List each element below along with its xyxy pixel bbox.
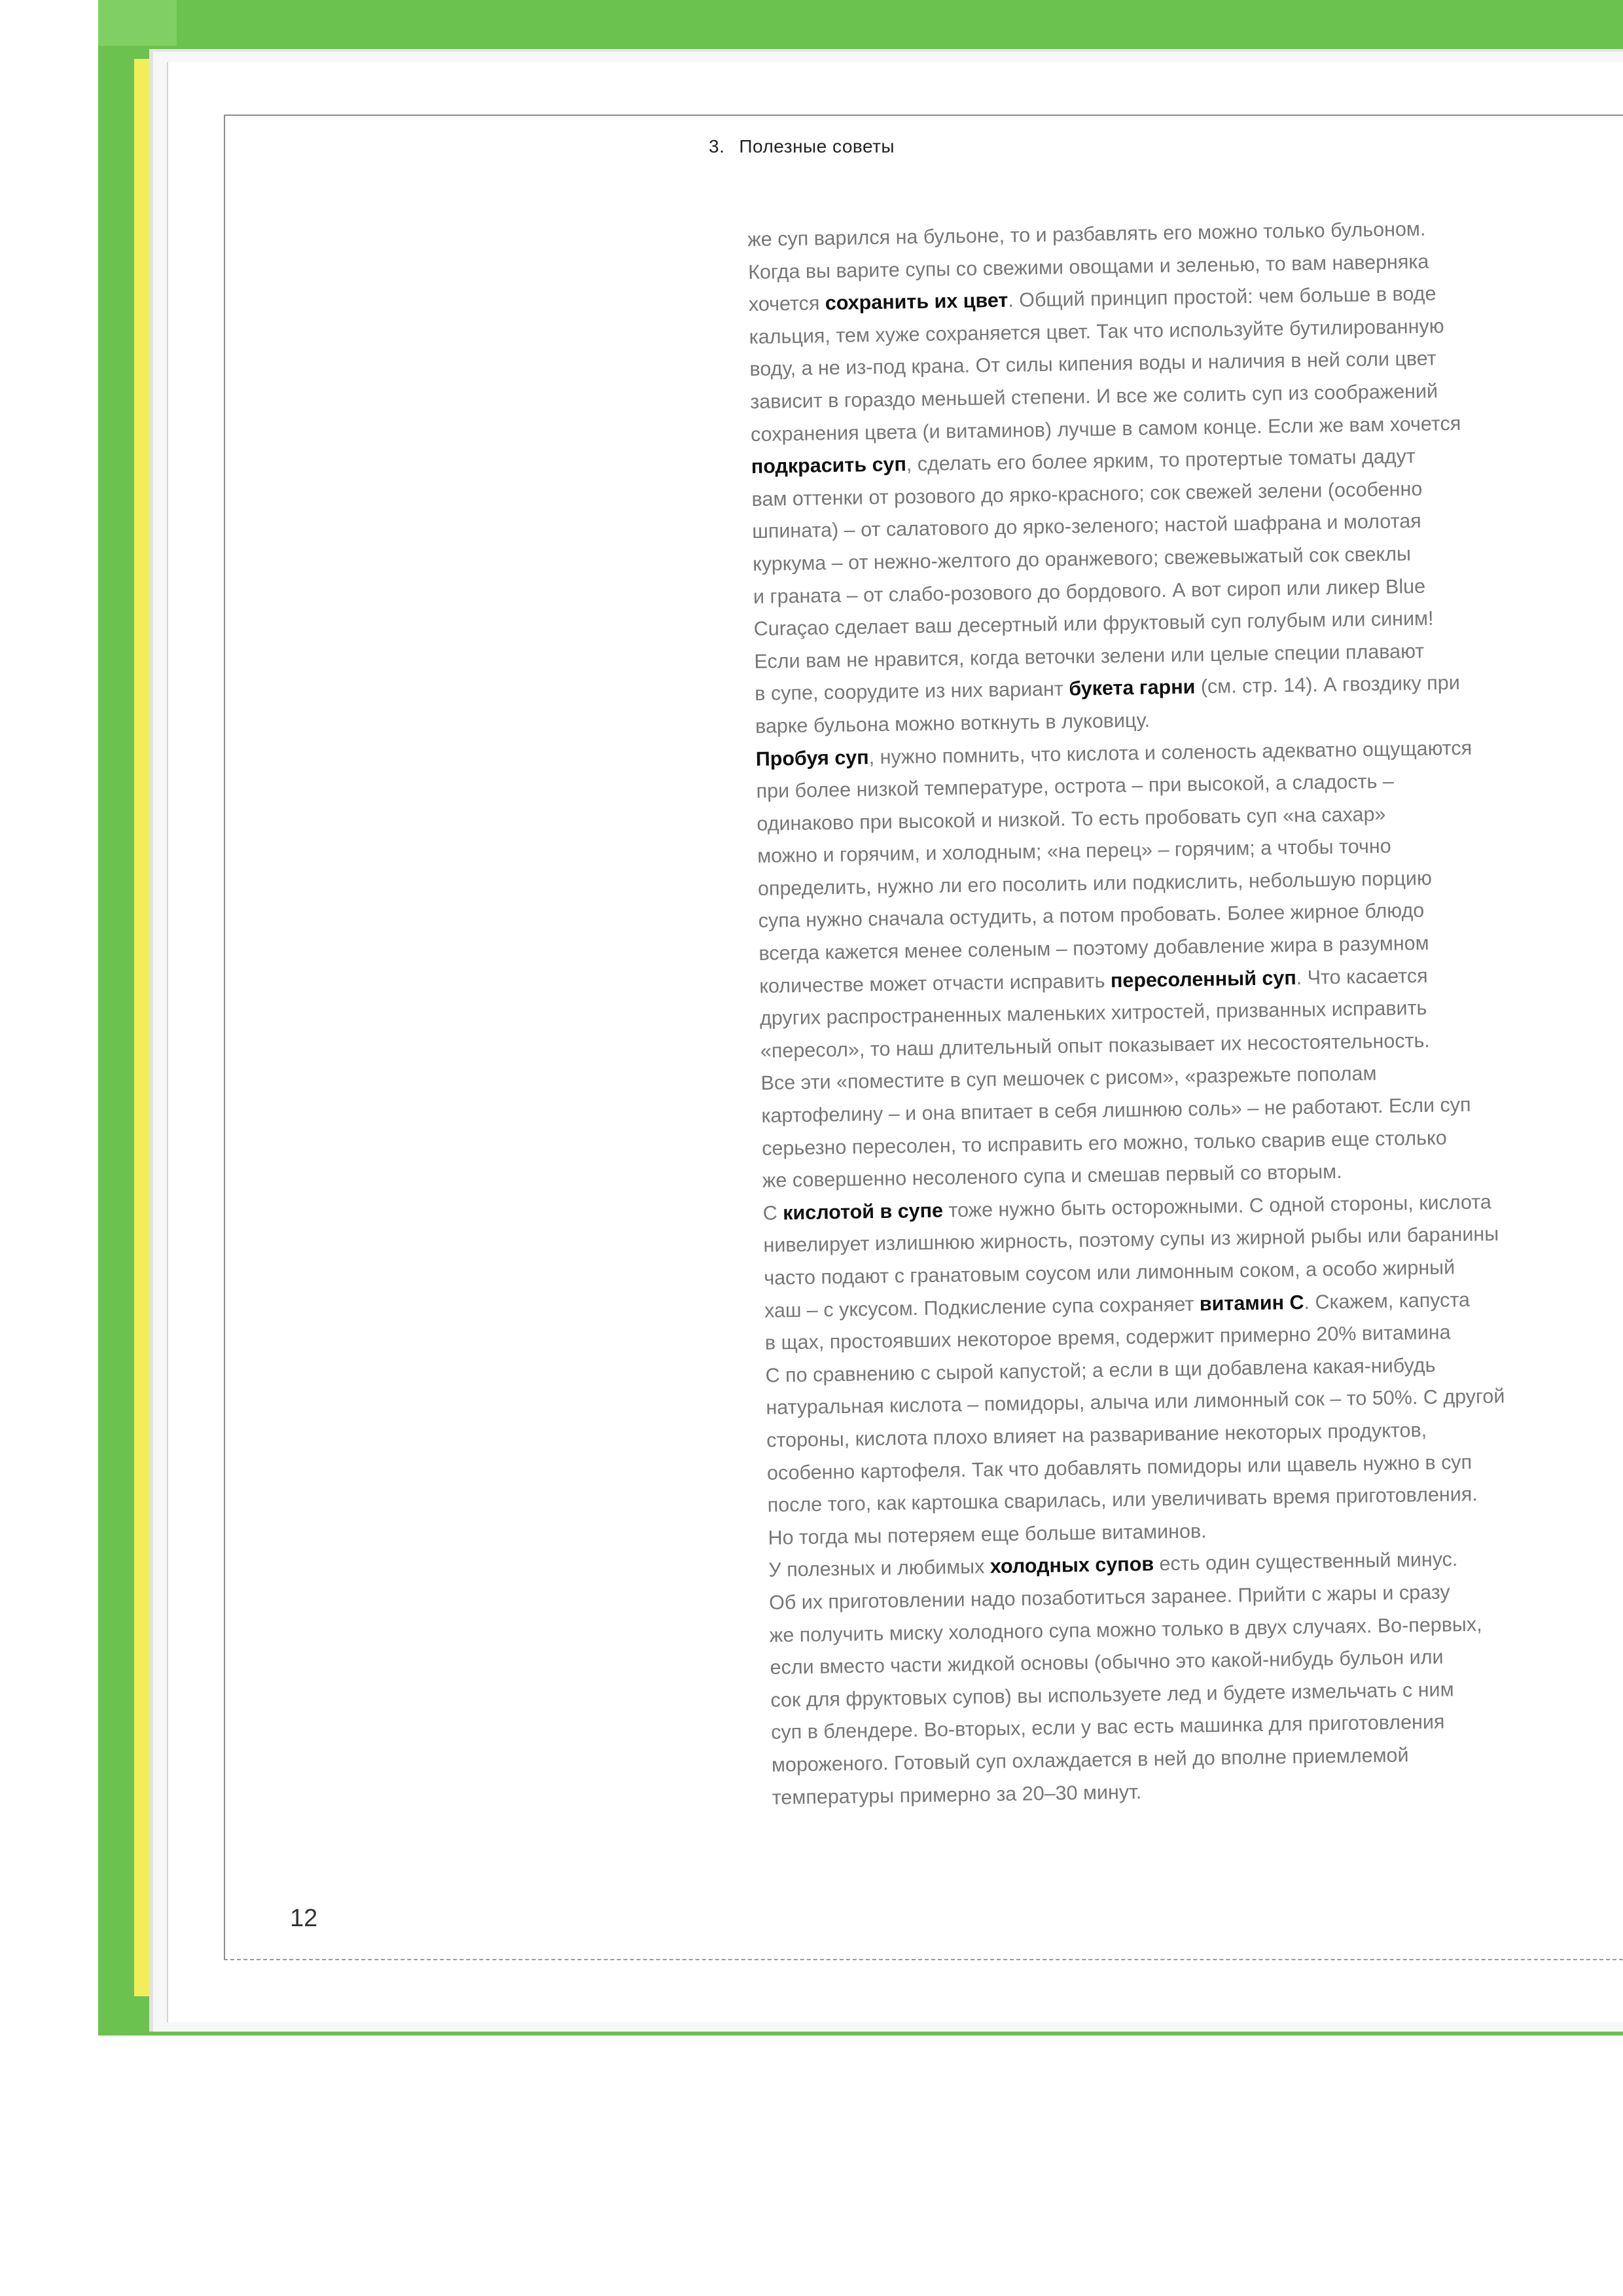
text-span: хочется [748, 292, 826, 316]
text-span: Curaçao сделает ваш десертный или фруктовый суп голубым или синим! [753, 607, 1434, 641]
text-span: количестве может отчасти исправить [759, 969, 1111, 997]
text-span: других распространенных маленьких хитростей, призванных исправить [759, 997, 1427, 1030]
emphasis-text: подкрасить суп [751, 453, 907, 478]
text-span: Но тогда мы потеряем еще больше витаминов. [768, 1519, 1207, 1549]
text-span: шпината) – от салатового до ярко-зеленого; настой шафрана и молотая [752, 510, 1421, 543]
text-span: вам оттенки от розового до ярко-красного; сок свежей зелени (особенно [751, 477, 1423, 511]
text-span: натуральная кислота – помидоры, алыча или лимонный сок – то 50%. С другой [766, 1385, 1505, 1420]
text-span: же совершенно несоленого супа и смешав первый со вторым. [762, 1160, 1342, 1193]
text-span: нивелирует излишнюю жирность, поэтому супы из жирной рыбы или баранины [763, 1223, 1499, 1257]
text-span: если вместо части жидкой основы (обычно это какой-нибудь бульон или [770, 1645, 1444, 1679]
chapter-title: Полезные советы [739, 136, 895, 156]
text-span: варке бульона можно воткнуть в луковицу. [755, 709, 1150, 738]
text-span: мороженого. Готовый суп охлаждается в ней до вполне приемлемой [771, 1744, 1409, 1776]
emphasis-text: букета гарни [1069, 675, 1196, 700]
text-span: супа нужно сначала остудить, а потом пробовать. Более жирное блюдо [758, 899, 1425, 933]
text-span: серьезно пересолен, то исправить его можно, только сварив еще столько [761, 1126, 1447, 1160]
text-span: хаш – с уксусом. Подкисление супа сохраняет [764, 1292, 1200, 1322]
text-span: после того, как картошка сварилась, или увеличивать время приготовления. [767, 1482, 1478, 1516]
text-span: же суп варился на бульоне, то и разбавлять его можно только бульоном. [747, 217, 1426, 251]
text-span: в супе, соорудите из них вариант [755, 677, 1069, 706]
chapter-number: 3. [709, 136, 725, 156]
text-span: Об их приготовлении надо позаботиться заранее. Прийти с жары и сразу [768, 1581, 1450, 1614]
text-span: определить, нужно ли его посолить или подкислить, небольшую порцию [757, 867, 1433, 900]
text-span: сок для фруктовых супов) вы используете лед и будете измельчать с ним [770, 1678, 1454, 1712]
emphasis-text: пересоленный суп [1110, 966, 1296, 992]
page-number: 12 [290, 1905, 318, 1932]
text-span: (см. стр. 14). А гвоздику при [1195, 672, 1461, 698]
running-head [709, 136, 895, 157]
text-span: стороны, кислота плохо влияет на разваривание некоторых продуктов, [766, 1418, 1427, 1452]
text-span: температуры примерно за 20–30 минут. [772, 1780, 1142, 1809]
text-span: в щах, простоявших некоторое время, содержит примерно 20% витамина [764, 1321, 1451, 1354]
text-span: воду, а не из-под крана. От силы кипения воды и наличия в ней соли цвет [749, 347, 1436, 381]
text-span: кальция, тем хуже сохраняется цвет. Так что используйте бутилированную [749, 315, 1444, 348]
text-span: Если вам не нравится, когда веточки зелени или целые специи плавают [754, 639, 1425, 673]
text-span: при более низкой температуре, острота – при высокой, а сладость – [756, 770, 1395, 802]
text-span: есть один существенный минус. [1153, 1548, 1458, 1575]
text-span: Когда вы варите супы со свежими овощами и зеленью, то вам наверняка [747, 250, 1429, 283]
cover-fold [98, 0, 177, 46]
text-span: же получить миску холодного супа можно только в двух случаях. Во-первых, [769, 1613, 1482, 1647]
text-span: «пересол», то наш длительный опыт показывает их несостоятельность. [760, 1029, 1431, 1062]
text-span: У полезных и любимых [768, 1555, 991, 1582]
text-span: тоже нужно быть осторожными. С одной стороны, кислота [942, 1191, 1492, 1222]
text-span: одинаково при высокой и низкой. То есть пробовать суп «на сахар» [757, 802, 1386, 835]
text-span: можно и горячим, и холодным; «на перец» – горячим; а чтобы точно [757, 834, 1391, 868]
text-span: Все эти «поместите в суп мешочек с рисом», «разрежьте пополам [760, 1062, 1377, 1095]
emphasis-text: витамин С [1199, 1291, 1304, 1315]
emphasis-text: кислотой в супе [782, 1199, 944, 1225]
text-span: всегда кажется менее соленым – поэтому добавление жира в разумном [758, 931, 1429, 965]
text-span: , нужно помнить, что кислота и соленость адекватно ощущаются [868, 736, 1472, 768]
text-span: и граната – от слабо-розового до бордового. А вот сироп или ликер Blue [753, 575, 1426, 608]
text-span: С по сравнению с сырой капустой; а если в щи добавлена какая-нибудь [765, 1354, 1436, 1387]
text-span: картофелину – и она впитает в себя лишнюю соль» – не работают. Если суп [761, 1093, 1471, 1127]
text-span: . Что касается [1296, 964, 1428, 989]
emphasis-text: Пробуя суп [755, 745, 869, 770]
text-span: сохранения цвета (и витаминов) лучше в самом конце. Если же вам хочется [750, 412, 1461, 446]
text-span: , сделать его более ярким, то протертые томаты дадут [906, 445, 1416, 476]
text-span: зависит в гораздо меньшей степени. И все же солить суп из соображений [750, 380, 1438, 413]
text-span: особенно картофеля. Так что добавлять помидоры или щавель нужно в суп [766, 1450, 1472, 1484]
text-span: . Скажем, капуста [1304, 1288, 1471, 1314]
emphasis-text: сохранить их цвет [825, 289, 1008, 315]
text-span: куркума – от нежно-желтого до оранжевого; свежевыжатый сок свеклы [752, 543, 1412, 575]
text-span: часто подают с гранатовым соусом или лимонным соком, а особо жирный [764, 1256, 1455, 1289]
body-text [747, 211, 1584, 1814]
text-span: С [762, 1202, 783, 1225]
text-span: суп в блендере. Во-вторых, если у вас есть машинка для приготовления [770, 1710, 1445, 1744]
emphasis-text: холодных супов [990, 1552, 1154, 1578]
text-span: . Общий принцип простой: чем больше в воде [1008, 282, 1436, 312]
